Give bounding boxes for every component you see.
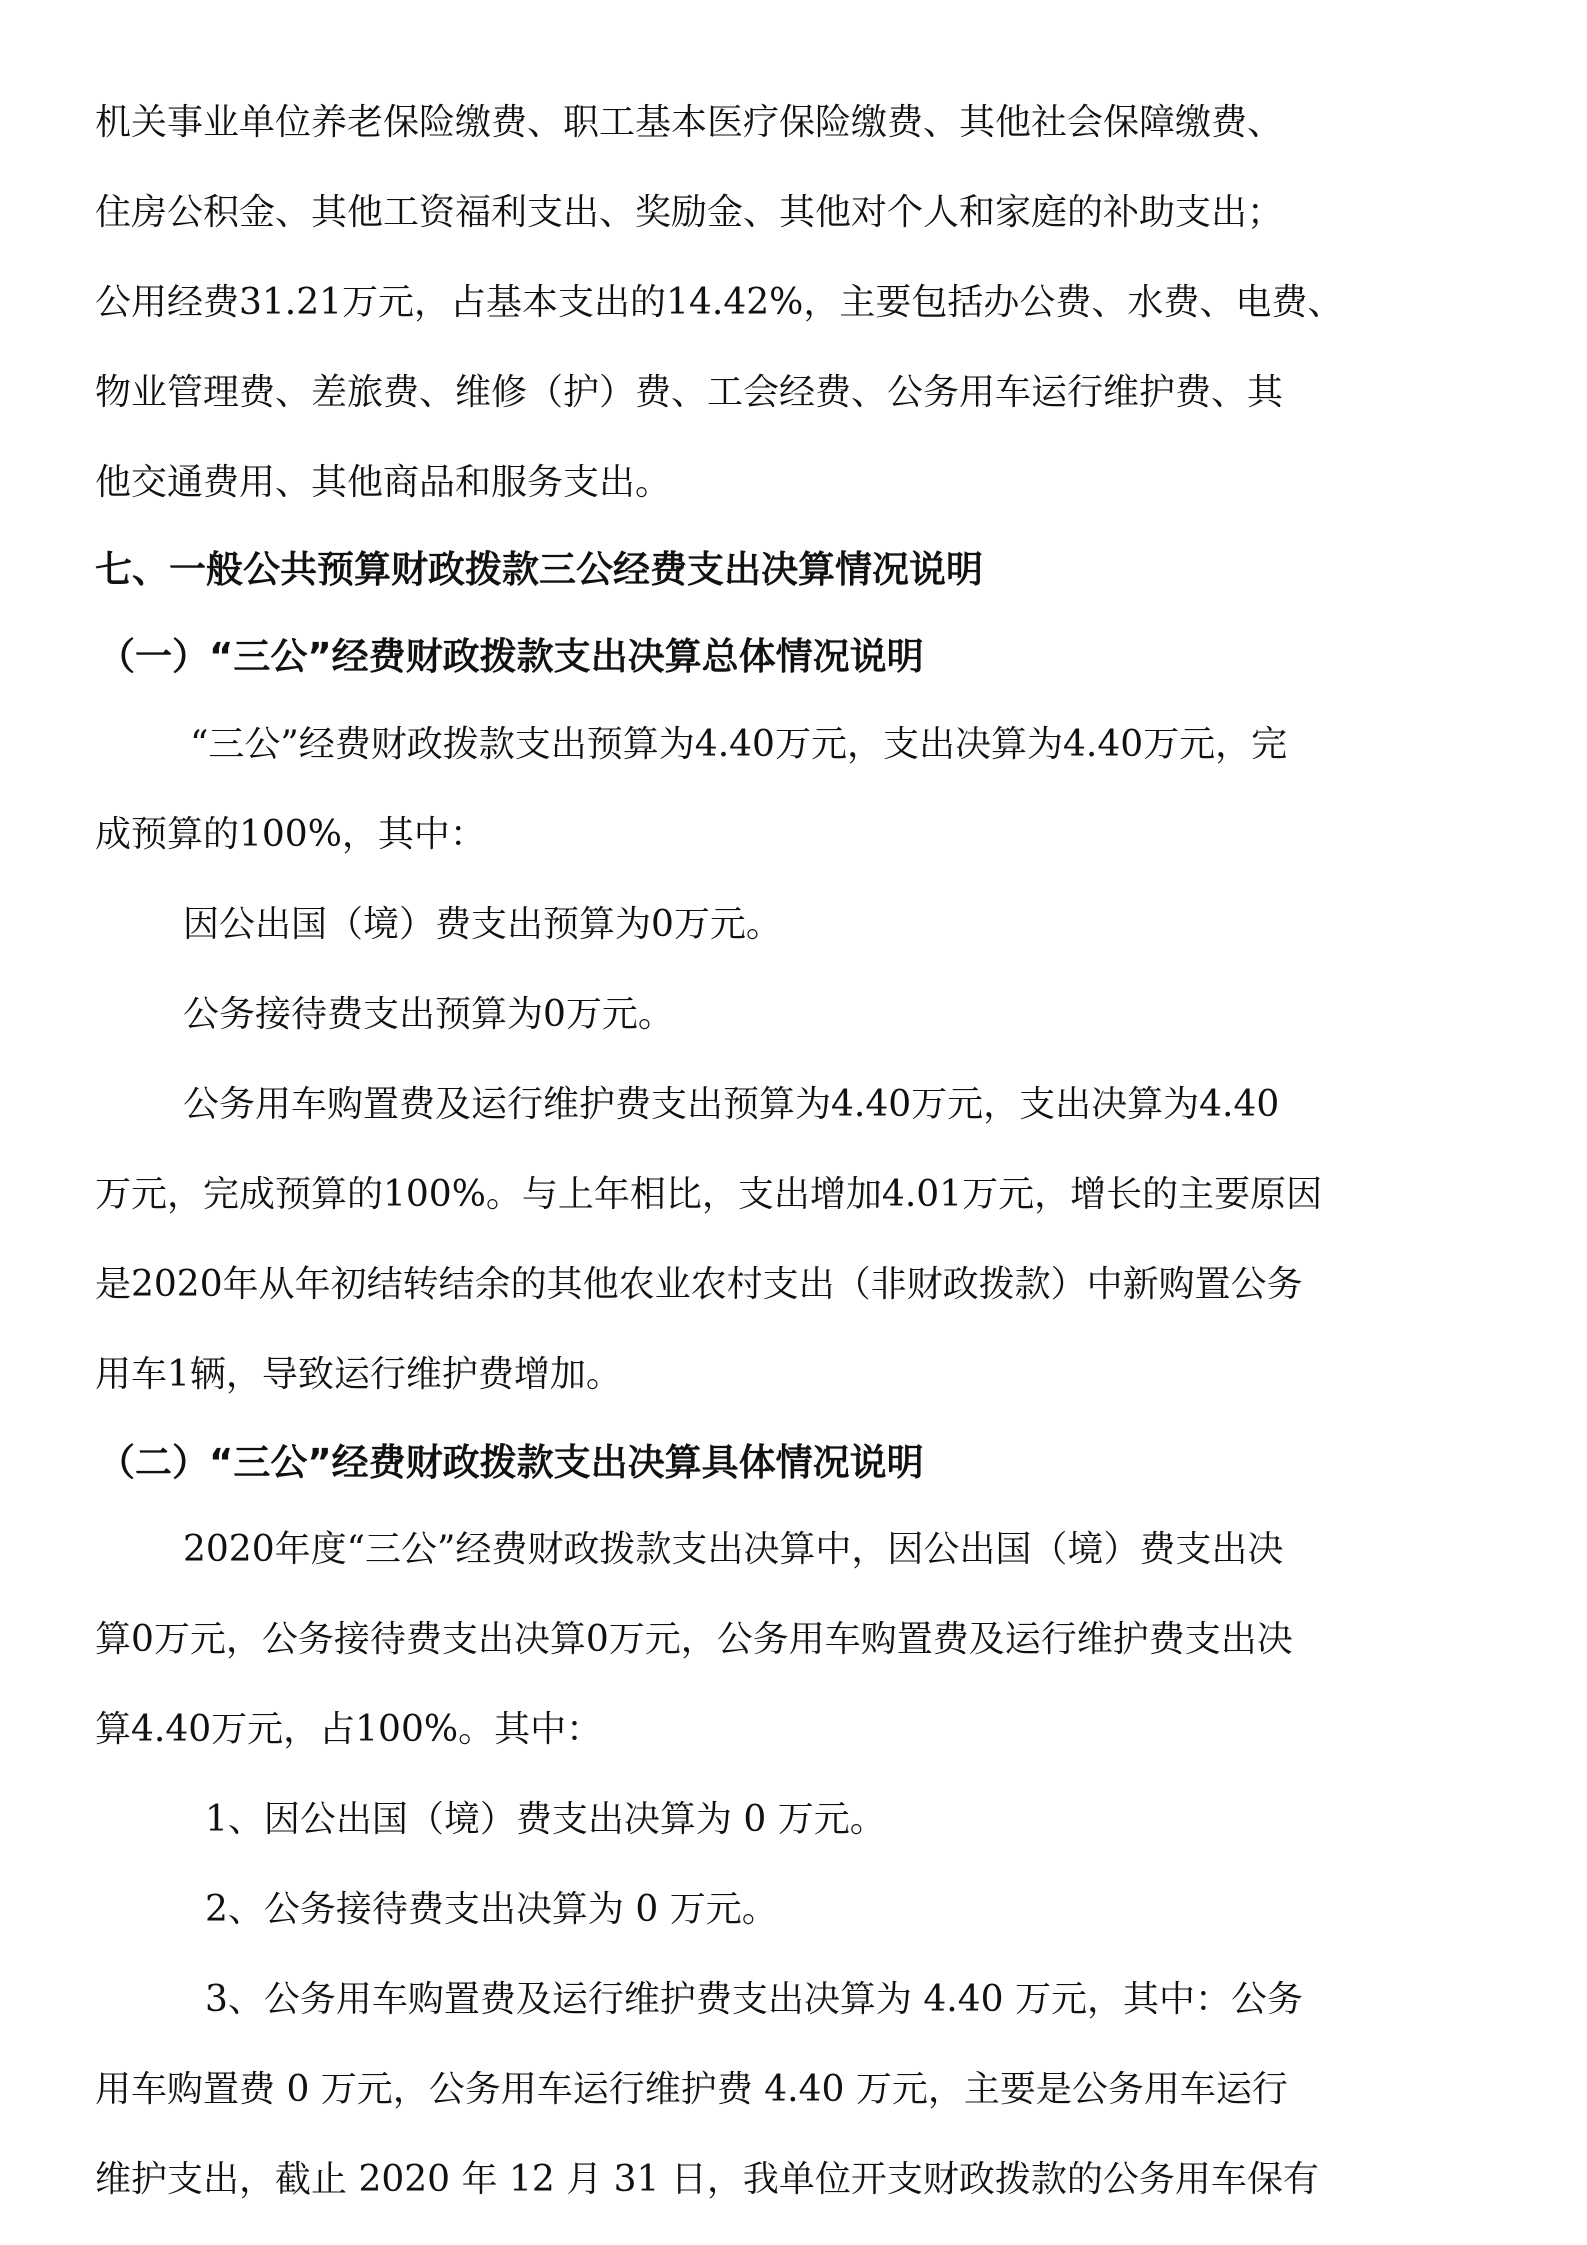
list-item: 2、公务接待费支出决算为 0 万元。 bbox=[205, 1889, 778, 1930]
list-item: 3、公务用车购置费及运行维护费支出决算为 4.40 万元，其中：公务 bbox=[205, 1979, 1303, 2020]
paragraph-line: 用车1辆，导致运行维护费增加。 bbox=[95, 1354, 622, 1395]
paragraph-line: 2020年度“三公”经费财政拨款支出决算中，因公出国（境）费支出决 bbox=[183, 1529, 1284, 1570]
paragraph-line: 万元，完成预算的100%。与上年相比，支出增加4.01万元，增长的主要原因 bbox=[95, 1174, 1323, 1215]
paragraph-line: 因公出国（境）费支出预算为0万元。 bbox=[183, 904, 782, 945]
paragraph-line: 算0万元，公务接待费支出决算0万元，公务用车购置费及运行维护费支出决 bbox=[95, 1619, 1293, 1660]
paragraph-line: 他交通费用、其他商品和服务支出。 bbox=[95, 462, 672, 503]
paragraph-line: 住房公积金、其他工资福利支出、奖励金、其他对个人和家庭的补助支出； bbox=[95, 192, 1284, 233]
paragraph-line: 机关事业单位养老保险缴费、职工基本医疗保险缴费、其他社会保障缴费、 bbox=[95, 102, 1284, 143]
paragraph-line: 成预算的100%，其中： bbox=[95, 814, 486, 855]
paragraph-line: “三公”经费财政拨款支出预算为4.40万元，支出决算为4.40万元，完 bbox=[190, 724, 1288, 765]
subsection-heading: （一）“三公”经费财政拨款支出决算总体情况说明 bbox=[98, 635, 924, 678]
paragraph-line: 公务用车购置费及运行维护费支出预算为4.40万元，支出决算为4.40 bbox=[183, 1084, 1280, 1125]
paragraph-line: 维护支出，截止 2020 年 12 月 31 日，我单位开支财政拨款的公务用车保有 bbox=[95, 2159, 1319, 2200]
subsection-heading: （二）“三公”经费财政拨款支出决算具体情况说明 bbox=[98, 1441, 924, 1484]
paragraph-line: 物业管理费、差旅费、维修（护）费、工会经费、公务用车运行维护费、其 bbox=[95, 372, 1284, 413]
paragraph-line: 是2020年从年初结转结余的其他农业农村支出（非财政拨款）中新购置公务 bbox=[95, 1264, 1303, 1305]
paragraph-line: 算4.40万元，占100%。其中： bbox=[95, 1709, 603, 1750]
section-heading: 七、一般公共预算财政拨款三公经费支出决算情况说明 bbox=[95, 548, 983, 591]
paragraph-line: 公用经费31.21万元，占基本支出的14.42%，主要包括办公费、水费、电费、 bbox=[95, 282, 1344, 323]
paragraph-line: 公务接待费支出预算为0万元。 bbox=[183, 994, 674, 1035]
paragraph-line: 用车购置费 0 万元，公务用车运行维护费 4.40 万元，主要是公务用车运行 bbox=[95, 2069, 1288, 2110]
list-item: 1、因公出国（境）费支出决算为 0 万元。 bbox=[205, 1799, 886, 1840]
